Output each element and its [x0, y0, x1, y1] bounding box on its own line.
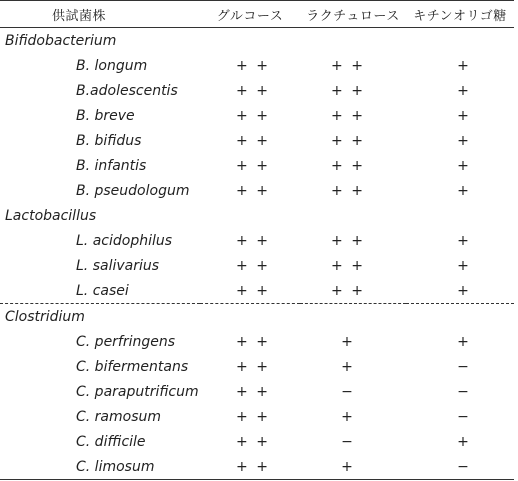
- table-header-row: [0, 1, 514, 28]
- glucose-value: + +: [236, 433, 270, 450]
- chitin-value: +: [457, 132, 471, 149]
- chitin-value: +: [457, 157, 471, 174]
- glucose-value: + +: [236, 107, 270, 124]
- species-name: C. perfringens: [76, 333, 176, 350]
- chitin-value: +: [457, 57, 471, 74]
- species-name: B. bifidus: [76, 132, 142, 149]
- chitin-value: +: [457, 282, 471, 299]
- genus-name: Bifidobacterium: [5, 32, 117, 49]
- table-row: [0, 429, 514, 454]
- table-row: [0, 128, 514, 153]
- species-name: C. limosum: [0, 454, 200, 480]
- glucose-value: + +: [236, 182, 270, 199]
- species-name: B. breve: [76, 107, 135, 124]
- species-name: C. paraputrificum: [76, 383, 199, 400]
- lactulose-value: + +: [331, 82, 365, 99]
- lactulose-value: +: [300, 454, 406, 480]
- lactulose-value: +: [341, 333, 355, 350]
- table-row: [0, 103, 514, 128]
- header-chitin-oligosaccharide: キチンオリゴ糖: [406, 1, 514, 28]
- genus-row: [0, 28, 514, 54]
- species-name: L. salivarius: [76, 257, 160, 274]
- genus-row: [0, 304, 514, 330]
- glucose-value: + +: [236, 383, 270, 400]
- genus-row: [0, 203, 514, 228]
- table-row: [0, 454, 514, 480]
- glucose-value: + +: [236, 132, 270, 149]
- lactulose-value: +: [341, 358, 355, 375]
- table-row: [0, 379, 514, 404]
- table-row: [0, 78, 514, 103]
- lactulose-value: + +: [331, 182, 365, 199]
- lactulose-value: + +: [331, 157, 365, 174]
- species-name: C. ramosum: [76, 408, 162, 425]
- lactulose-value: + +: [331, 232, 365, 249]
- species-name: L. acidophilus: [76, 232, 173, 249]
- glucose-value: + +: [236, 257, 270, 274]
- header-lactulose: ラクチュロース: [300, 1, 406, 28]
- lactulose-value: + +: [331, 282, 365, 299]
- chitin-value: +: [457, 333, 471, 350]
- glucose-value: + +: [236, 282, 270, 299]
- lactulose-value: + +: [331, 57, 365, 74]
- glucose-value: + +: [200, 454, 300, 480]
- glucose-value: + +: [236, 57, 270, 74]
- lactulose-value: + +: [331, 257, 365, 274]
- table-row: [0, 53, 514, 78]
- species-name: L. casei: [76, 282, 129, 299]
- glucose-value: + +: [236, 82, 270, 99]
- table-row: [0, 253, 514, 278]
- glucose-value: + +: [236, 333, 270, 350]
- table-row: [0, 354, 514, 379]
- header-strain: 供試菌株: [0, 1, 200, 28]
- header-glucose: グルコース: [200, 1, 300, 28]
- chitin-value: +: [457, 107, 471, 124]
- table-row: [0, 153, 514, 178]
- chitin-value: −: [457, 408, 471, 425]
- table-row: [0, 228, 514, 253]
- lactulose-value: + +: [331, 107, 365, 124]
- species-name: C. bifermentans: [76, 358, 189, 375]
- chitin-value: −: [406, 454, 514, 480]
- chitin-value: −: [457, 383, 471, 400]
- species-name: B.adolescentis: [76, 82, 178, 99]
- chitin-value: +: [457, 257, 471, 274]
- lactulose-value: +: [341, 408, 355, 425]
- glucose-value: + +: [236, 408, 270, 425]
- species-name: B. pseudologum: [76, 182, 190, 199]
- glucose-value: + +: [236, 358, 270, 375]
- table-row: [0, 329, 514, 354]
- species-name: C. difficile: [76, 433, 146, 450]
- genus-name: Clostridium: [0, 304, 514, 330]
- genus-name: Lactobacillus: [5, 207, 97, 224]
- table-row: [0, 278, 514, 304]
- lactulose-value: −: [341, 433, 355, 450]
- table-row: [0, 404, 514, 429]
- chitin-value: +: [457, 182, 471, 199]
- table-row: [0, 178, 514, 203]
- lactulose-value: −: [341, 383, 355, 400]
- chitin-value: −: [457, 358, 471, 375]
- species-name: B. longum: [76, 57, 148, 74]
- species-name: B. infantis: [76, 157, 147, 174]
- glucose-value: + +: [236, 232, 270, 249]
- glucose-value: + +: [236, 157, 270, 174]
- lactulose-value: + +: [331, 132, 365, 149]
- chitin-value: +: [457, 232, 471, 249]
- chitin-value: +: [457, 82, 471, 99]
- chitin-value: +: [457, 433, 471, 450]
